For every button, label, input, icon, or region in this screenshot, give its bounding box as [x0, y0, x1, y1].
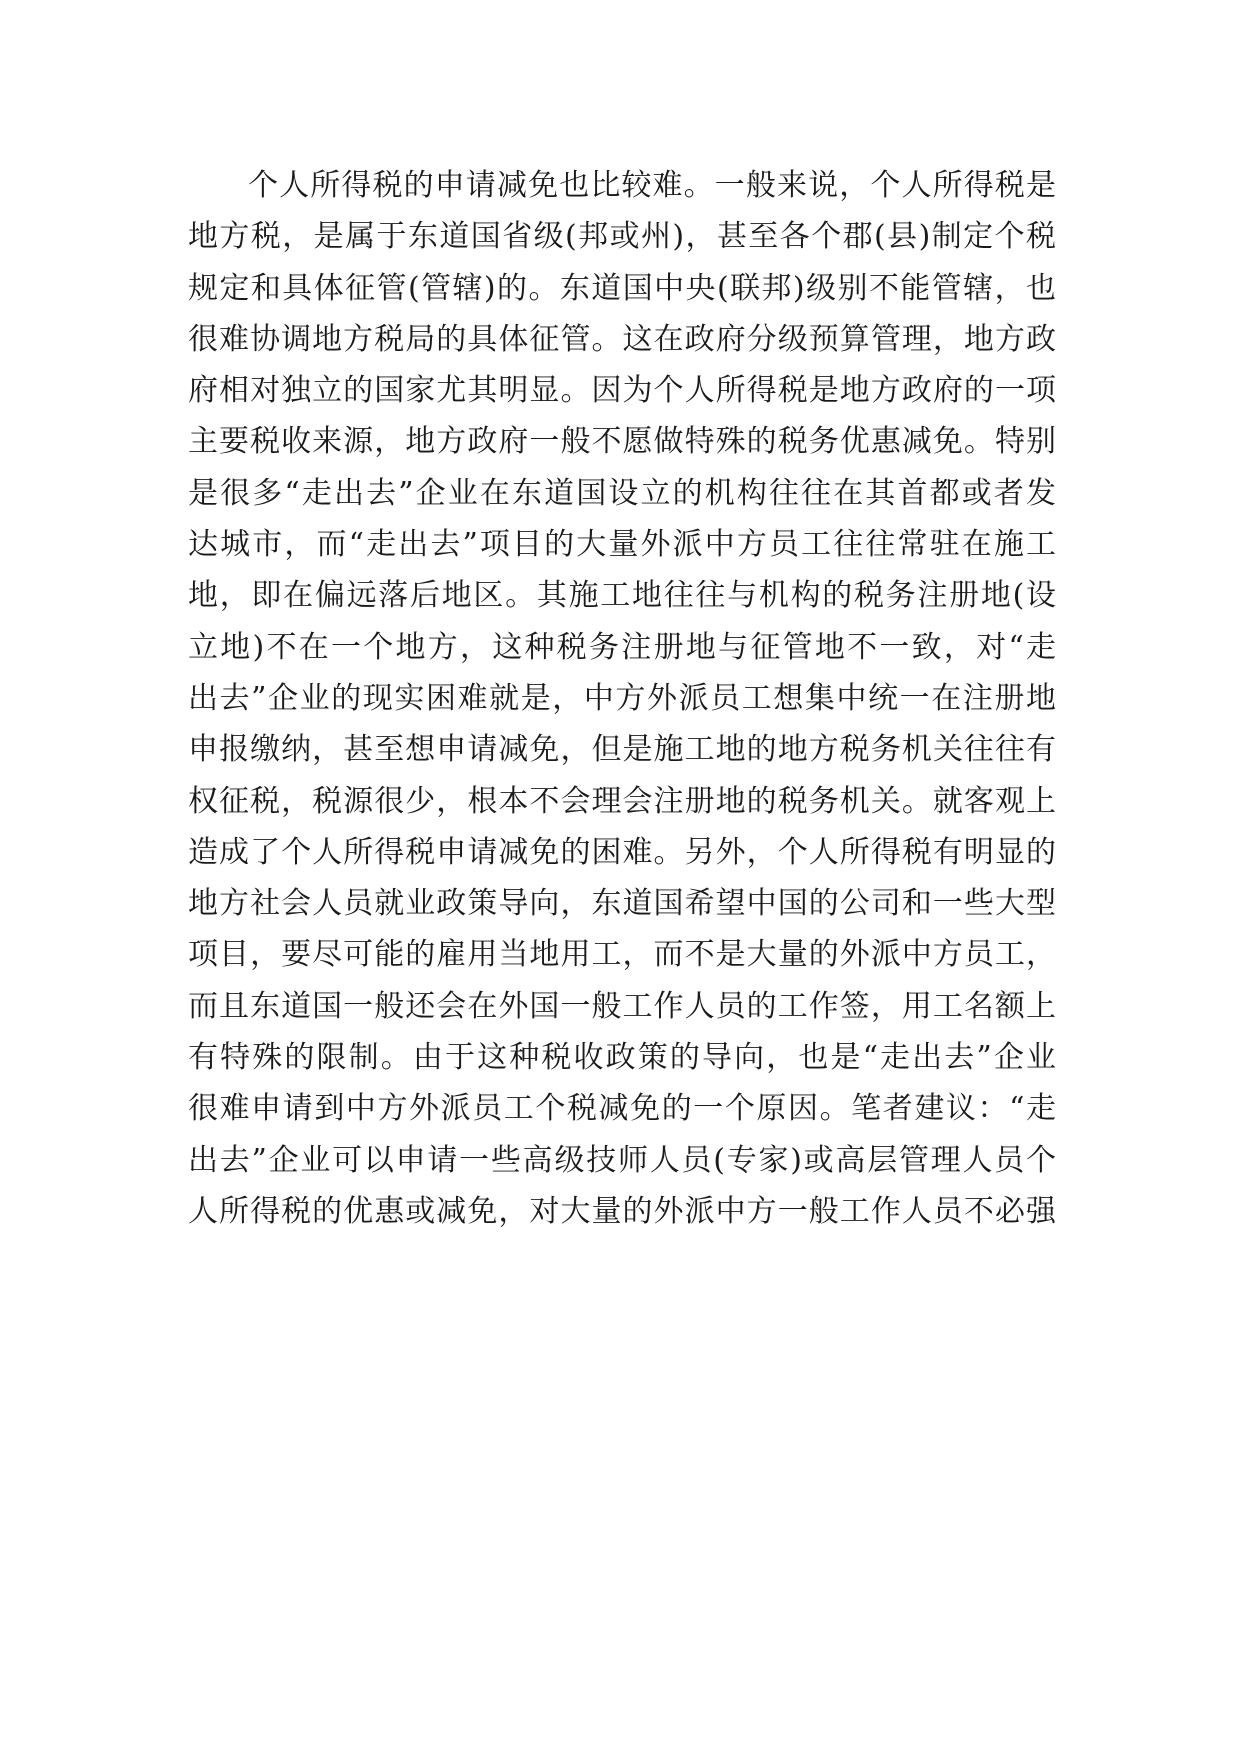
text-line: 权征税，税源很少，根本不会理会注册地的税务机关。就客观上: [188, 783, 1056, 819]
text-line: 而且东道国一般还会在外国一般工作人员的工作签，用工名额上: [188, 988, 1056, 1024]
text-line: 地方税，是属于东道国省级(邦或州)，甚至各个郡(县)制定个税: [188, 219, 1056, 255]
text-line: 人所得税的优惠或减免，对大量的外派中方一般工作人员不必强: [188, 1193, 1056, 1229]
text-line: 主要税收来源，地方政府一般不愿做特殊的税务优惠减免。特别: [188, 424, 1056, 460]
text-line: 项目，要尽可能的雇用当地用工，而不是大量的外派中方员工，: [188, 937, 1056, 973]
text-line: 地方社会人员就业政策导向，东道国希望中国的公司和一些大型: [188, 886, 1056, 922]
text-line: 府相对独立的国家尤其明显。因为个人所得税是地方政府的一项: [188, 373, 1056, 409]
body-paragraph: [188, 160, 1056, 1237]
text-line: 很难申请到中方外派员工个税减免的一个原因。笔者建议：“走: [188, 1091, 1056, 1127]
text-line: 申报缴纳，甚至想申请减免，但是施工地的地方税务机关往往有: [188, 732, 1056, 768]
text-line: 是很多“走出去”企业在东道国设立的机构往往在其首都或者发: [188, 475, 1056, 511]
text-line: 出去”企业可以申请一些高级技师人员(专家)或高层管理人员个: [188, 1142, 1056, 1178]
text-line: 规定和具体征管(管辖)的。东道国中央(联邦)级别不能管辖，也: [188, 270, 1056, 306]
text-line: 出去”企业的现实困难就是，中方外派员工想集中统一在注册地: [188, 680, 1056, 716]
text-line: 个人所得税的申请减免也比较难。一般来说，个人所得税是: [248, 168, 1056, 203]
text-line: 造成了个人所得税申请减免的困难。另外，个人所得税有明显的: [188, 834, 1056, 870]
text-line: 立地)不在一个地方，这种税务注册地与征管地不一致，对“走: [188, 629, 1056, 665]
text-line: 有特殊的限制。由于这种税收政策的导向，也是“走出去”企业: [188, 1040, 1056, 1076]
text-line: 很难协调地方税局的具体征管。这在政府分级预算管理，地方政: [188, 321, 1056, 357]
text-line: 达城市，而“走出去”项目的大量外派中方员工往往常驻在施工: [188, 527, 1056, 563]
text-line: 地，即在偏远落后地区。其施工地往往与机构的税务注册地(设: [188, 578, 1056, 614]
